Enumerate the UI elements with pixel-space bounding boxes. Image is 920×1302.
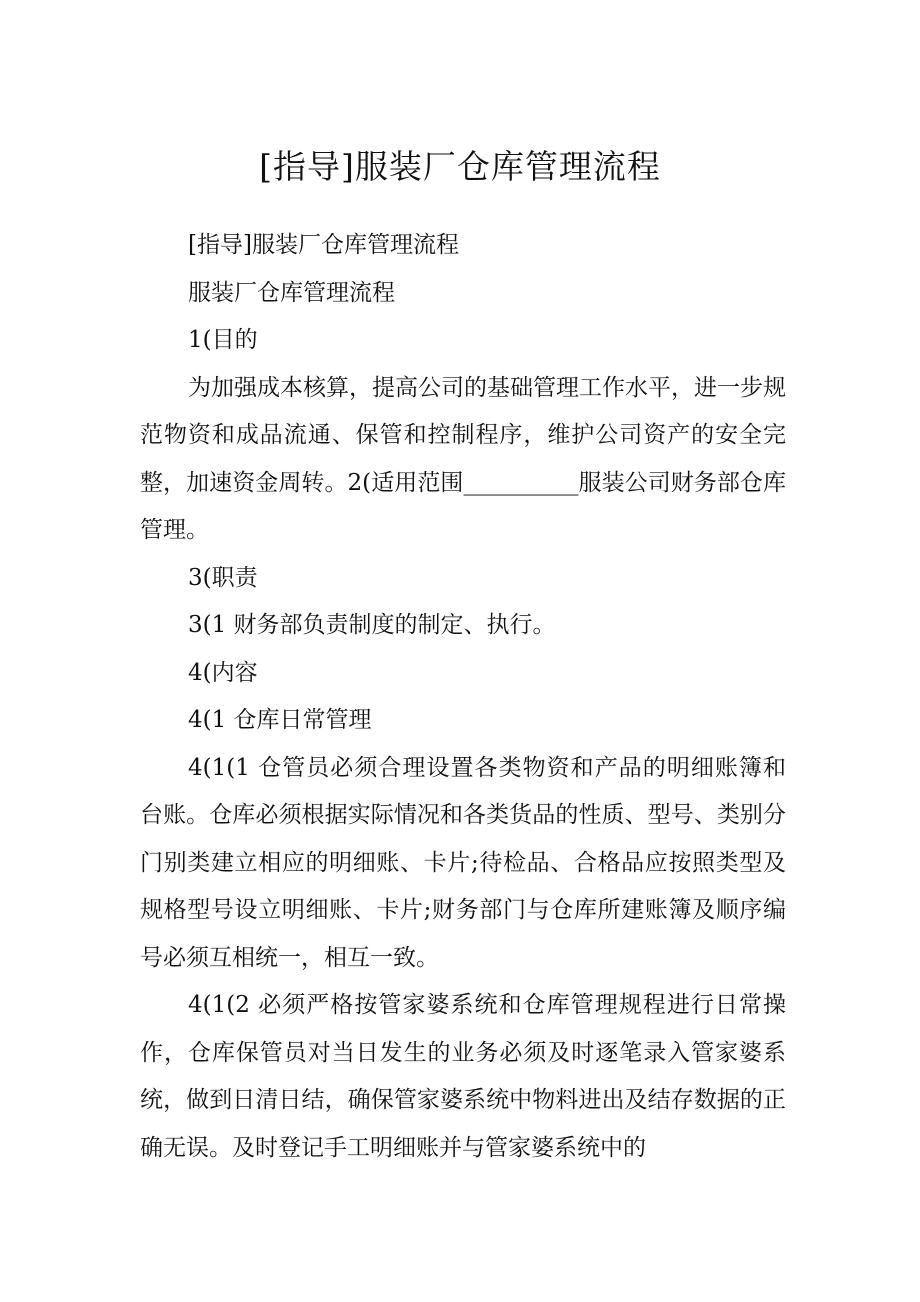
- paragraph: [指导]服装厂仓库管理流程: [188, 232, 459, 258]
- document-title: [指导]服装厂仓库管理流程: [259, 147, 661, 186]
- paragraph: 服装厂仓库管理流程: [188, 279, 395, 306]
- paragraph: 4(1 仓库日常管理: [188, 707, 372, 733]
- paragraph: 4(1(2 必须严格按管家婆系统和仓库管理规程进行日常操作，仓库保管员对当日发生的业务必须及时逐笔录入管家婆系统，做到日清日结，确保管家婆系统中物料进出及结存数据的正确无误。及时登记手工明细账并与管家婆系统中的: [140, 992, 786, 1161]
- document-body: [140, 222, 786, 1172]
- paragraph: 3(职责: [188, 564, 258, 591]
- paragraph: 4(1(1 仓管员必须合理设置各类物资和产品的明细账簿和台账。仓库必须根据实际情况和各类货品的性质、型号、类别分门别类建立相应的明细账、卡片;待检品、合格品应按照类型及规格型号设立明细账、卡片;财务部门与仓库所建账簿及顺序编号必须互相统一，相互一致。: [140, 754, 786, 971]
- paragraph: 3(1 财务部负责制度的制定、执行。: [188, 612, 556, 638]
- paragraph: 1(目的: [188, 327, 258, 353]
- paragraph: 4(内容: [188, 659, 258, 686]
- paragraph: 为加强成本核算，提高公司的基础管理工作水平，进一步规范物资和成品流通、保管和控制程序，维护公司资产的安全完整，加速资金周转。2(适用范围__________服装公司财务部仓库管理。: [140, 374, 786, 543]
